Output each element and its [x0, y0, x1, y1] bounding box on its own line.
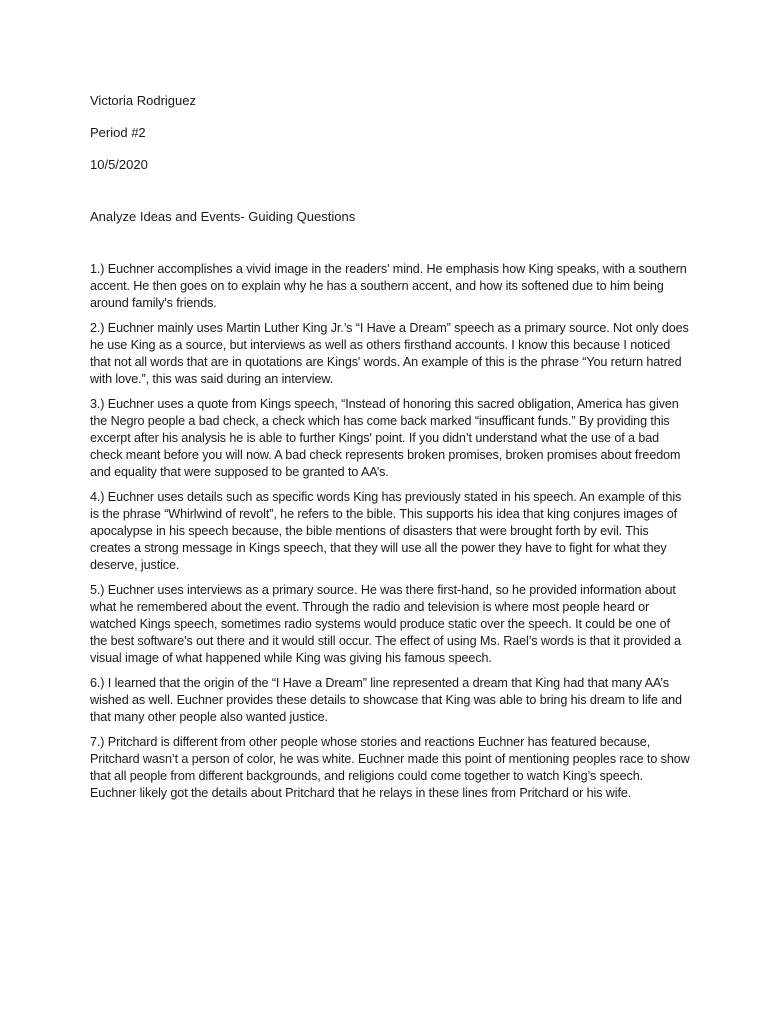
answer-paragraph-1: 1.) Euchner accomplishes a vivid image in the readers' mind. He emphasis how King speaks, with a southern accent. He then goes on to explain why he has a southern accent, and how its softened due to him being around family's friends.	[90, 262, 687, 310]
assignment-title: Analyze Ideas and Events- Guiding Questions	[90, 209, 356, 224]
answer-paragraph-2: 2.) Euchner mainly uses Martin Luther King Jr.’s “I Have a Dream” speech as a primary source. Not only does he use King as a source, but interviews as well as others firsthand accounts. I know this because I noticed that not all words that are in quotations are Kings' words. An example of this is the phrase “You return hatred with love.”, this was said during an interview.	[90, 321, 689, 386]
document-date: 10/5/2020	[90, 157, 148, 172]
document-page	[90, 93, 690, 810]
student-name: Victoria Rodriguez	[90, 93, 196, 108]
answer-paragraph-4: 4.) Euchner uses details such as specific words King has previously stated in his speech. An example of this is the phrase “Whirlwind of revolt”, he refers to the bible. This supports his idea that king conjures images of apocalypse in his speech because, the bible mentions of disasters that were brought forth by evil. This creates a strong message in Kings speech, that they will use all the power they have to fight for what they deserve, justice.	[90, 490, 682, 572]
answer-paragraph-6: 6.) I learned that the origin of the “I Have a Dream” line represented a dream that King had that many AA’s wished as well. Euchner provides these details to showcase that King was able to bring his dream to life and that many other people also wanted justice.	[90, 676, 682, 724]
answer-paragraph-5: 5.) Euchner uses interviews as a primary source. He was there first-hand, so he provided information about what he remembered about the event. Through the radio and television is where most people heard or watched Kings speech, sometimes radio systems would produce static over the speech. It could be one of the best software's out there and it would still occur. The effect of using Ms. Rael’s words is that it provided a visual image of what happened while King was giving his famous speech.	[90, 583, 681, 665]
answer-paragraph-3: 3.) Euchner uses a quote from Kings speech, “Instead of honoring this sacred obligation, America has given the Negro people a bad check, a check which has come back marked “insufficant funds.” By providing this excerpt after his analysis he is able to further Kings' point. If you didn’t understand what the use of a bad check meant before you will now. A bad check represents broken promises, broken promises about freedom and equality that were supposed to be granted to AA’s.	[90, 397, 681, 479]
answer-paragraph-7: 7.) Pritchard is different from other people whose stories and reactions Euchner has featured because, Pritchard wasn’t a person of color, he was white. Euchner made this point of mentioning peoples race to show that all people from different backgrounds, and religions could come together to watch King’s speech. Euchner likely got the details about Pritchard that he relays in these lines from Pritchard or his wife.	[90, 735, 690, 800]
class-period: Period #2	[90, 125, 146, 140]
